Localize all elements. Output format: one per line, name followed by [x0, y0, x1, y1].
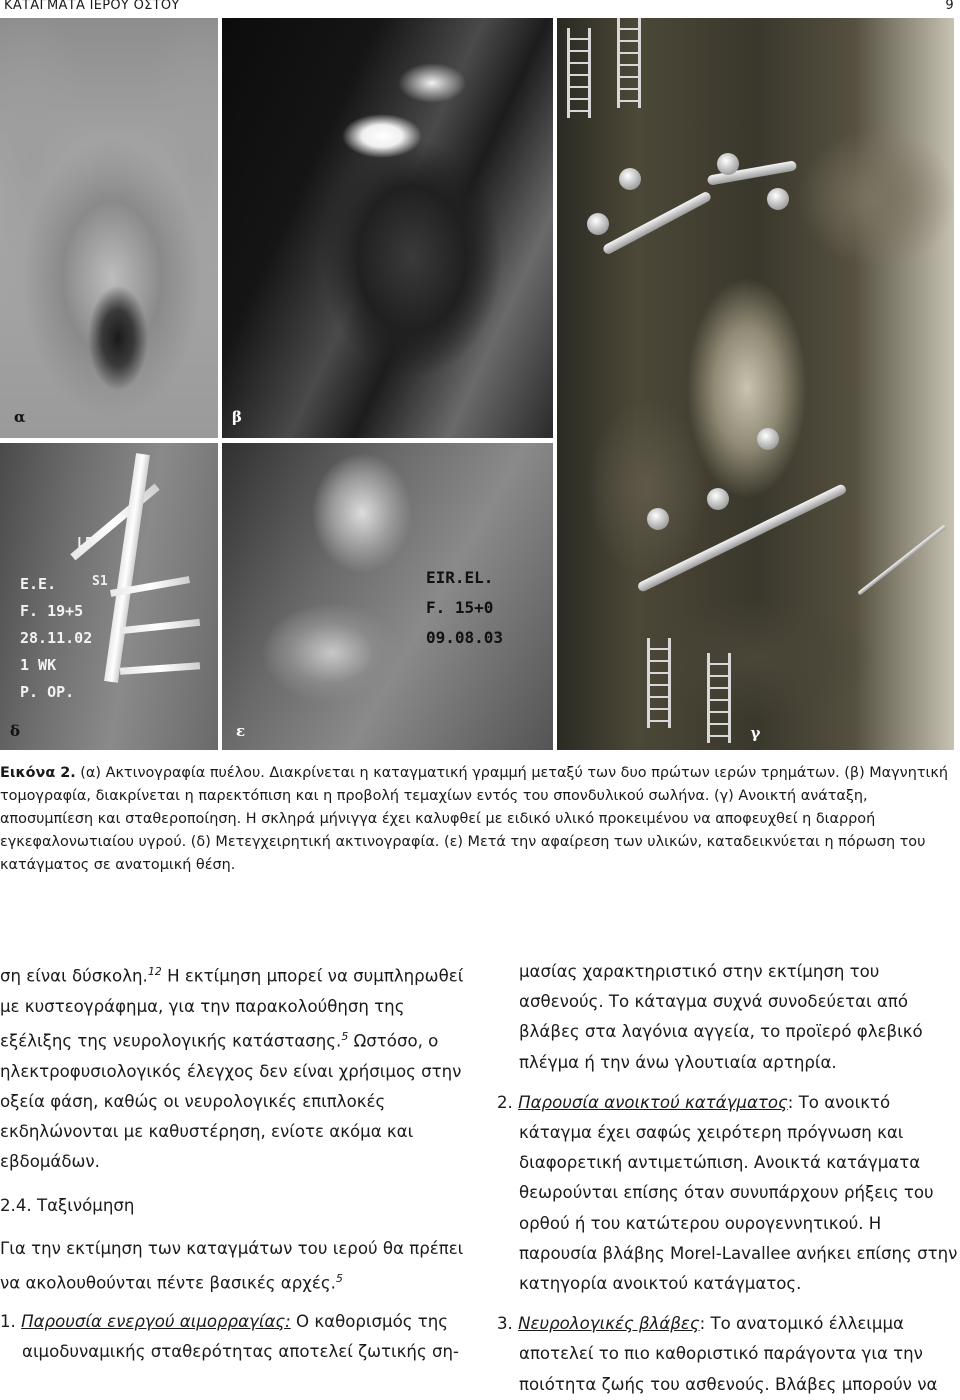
figure-panel-d-postop-xray [0, 443, 218, 750]
text-run: Ωστόσο, ο ηλεκτροφυσιολογικός έλεγχος δεν είναι χρήσιμος στην οξεία φάση, καθώς οι νευρολογικές επιπλοκές εκδηλώνονται με καθυστέρηση, ενίοτε ακόμα και εβδομάδων. [0, 1031, 462, 1172]
handwritten-mark-l5: L5 [77, 536, 93, 551]
handwriting-line: F. 15+0 [426, 598, 494, 617]
text-run: Για την εκτίμηση των καταγμάτων του ιερού θα πρέπει να ακολουθούνται πέντε βασικές αρχές. [0, 1238, 464, 1293]
screw-clamp [757, 428, 779, 450]
text-run: : Το ανατομικό έλλειμμα αποτελεί το πιο καθοριστικό παράγοντα για την ποιότητα ζωής του ασθενούς. Βλάβες μπορούν να [519, 1314, 938, 1394]
paragraph [0, 1234, 468, 1299]
running-head [0, 0, 960, 14]
fixation-rod [602, 190, 713, 255]
citation-ref: 5 [341, 1029, 349, 1043]
handwriting-line: 28.11.02 [20, 629, 93, 647]
figure-panel-g-surgery-photo [557, 18, 954, 750]
citation-ref: 5 [335, 1271, 343, 1285]
handwriting-line: P. OP. [20, 683, 75, 701]
figure-panel-b-mri [222, 18, 553, 438]
citation-ref: 12 [147, 965, 162, 978]
text-run: Η εκτίμηση μπορεί να συμπληρωθεί με κυστεογράφημα, για την παρακολούθηση της εξέλιξης της νευρολογικής κατάστασης. [0, 966, 464, 1051]
text-run: : Το ανοικτό κάταγμα έχει σαφώς χειρότερη πρόγνωση και διαφορετική αντιμετώπιση. Ανοικτά κατάγματα θεωρούνται επίσης όταν συνυπάρχουν ρήξεις του ορθού ή του κατώτερου ουρογεννητικού. Η παρουσία βλάβης Morel-Lavallee ανήκει επίσης στην κατηγορία ανοικτού κατάγματος. [519, 1092, 958, 1294]
handwriting-line: 1 WK [20, 656, 57, 674]
handwritten-label [20, 571, 92, 706]
section-heading: 2.4. Ταξινόμηση [0, 1196, 135, 1216]
body-column-left [0, 957, 468, 1367]
handwriting-line: F. 19+5 [20, 602, 84, 620]
list-item [0, 1307, 468, 1367]
list-item-label: Παρουσία ανοικτού κατάγματος [518, 1092, 788, 1112]
figure-caption-text: (α) Ακτινογραφία πυέλου. Διακρίνεται η καταγματική γραμμή μεταξύ των δυο πρώτων ιερών τρημάτων. (β) Μαγνητική τομογραφία, διακρίνεται η παρεκτόπιση και η προβολή τεμαχίων εντός του σπονδυλικού σωλήνα. (γ) Ανοικτή ανάταξη, αποσυμπίεση και σταθεροποίηση. Η σκληρά μήνιγγα έχει καλυφθεί με ειδικό υλικό προκειμένου να αποφευχθεί η διαρροή εγκεφαλονωτιαίου υγρού. (δ) Μετεγχειρητική ακτινογραφία. (ε) Μετά την αφαίρεση των υλικών, καταδεικνύεται η πόρωση του κατάγματος σε ανατομική θέση. [0, 765, 948, 873]
panel-label-a: α [14, 408, 26, 426]
list-item [497, 1088, 960, 1299]
panel-label-e: ε [236, 722, 246, 740]
screw-clamp [767, 188, 789, 210]
handwriting-line: 09.08.03 [426, 628, 504, 647]
screw-clamp [647, 508, 669, 530]
running-title: ΚΑΤΑΓΜΑΤΑ ΙΕΡΟΥ ΟΣΤΟΥ [4, 0, 180, 13]
screw-clamp [707, 488, 729, 510]
pedicle-screw [120, 619, 200, 634]
panel-label-b: β [232, 408, 242, 426]
retractor-graphic [567, 28, 591, 118]
handwritten-mark-s1: S1 [92, 574, 108, 589]
retractor-graphic [647, 638, 671, 728]
panel-label-d: δ [10, 722, 21, 740]
retractor-graphic [617, 18, 641, 108]
fixation-rod [104, 453, 150, 683]
figure-panel-e-followup-xray [222, 443, 553, 750]
probe-instrument [857, 525, 946, 596]
list-item-label: Νευρολογικές βλάβες [518, 1314, 700, 1334]
list-item-label: Παρουσία ενεργού αιμορραγίας: [21, 1311, 291, 1331]
screw-clamp [619, 168, 641, 190]
figure-caption [0, 762, 960, 877]
figure-caption-label: Εικόνα 2. [0, 765, 76, 781]
list-item [497, 1309, 960, 1400]
handwritten-label [426, 563, 503, 653]
page-number: 9 [945, 0, 954, 13]
screw-clamp [587, 213, 609, 235]
text-run: ση είναι δύσκολη. [0, 966, 148, 986]
figure-panel-a-xray [0, 18, 218, 438]
handwriting-line: Ε.Ε. [20, 575, 57, 593]
list-number: 2. [497, 1092, 513, 1112]
text-run: Ο καθορισμός της αιμοδυναμικής σταθερότητας αποτελεί ζωτικής ση- [22, 1311, 459, 1361]
paragraph: μασίας χαρακτηριστικό στην εκτίμηση του ασθενούς. Το κάταγμα συχνά συνοδεύεται από βλάβες στα λαγόνια αγγεία, το προϊερό φλεβικό πλέγμα ή την άνω γλουτιαία αρτηρία. [519, 962, 923, 1072]
panel-label-g: γ [750, 724, 761, 742]
paragraph [0, 957, 468, 1177]
list-number: 1. [0, 1311, 16, 1331]
fixation-rod [636, 483, 847, 593]
screw-clamp [717, 153, 739, 175]
body-column-right [497, 957, 960, 1400]
pedicle-screw [120, 662, 200, 675]
list-number: 3. [497, 1314, 513, 1334]
handwriting-line: EIR.EL. [426, 568, 494, 587]
